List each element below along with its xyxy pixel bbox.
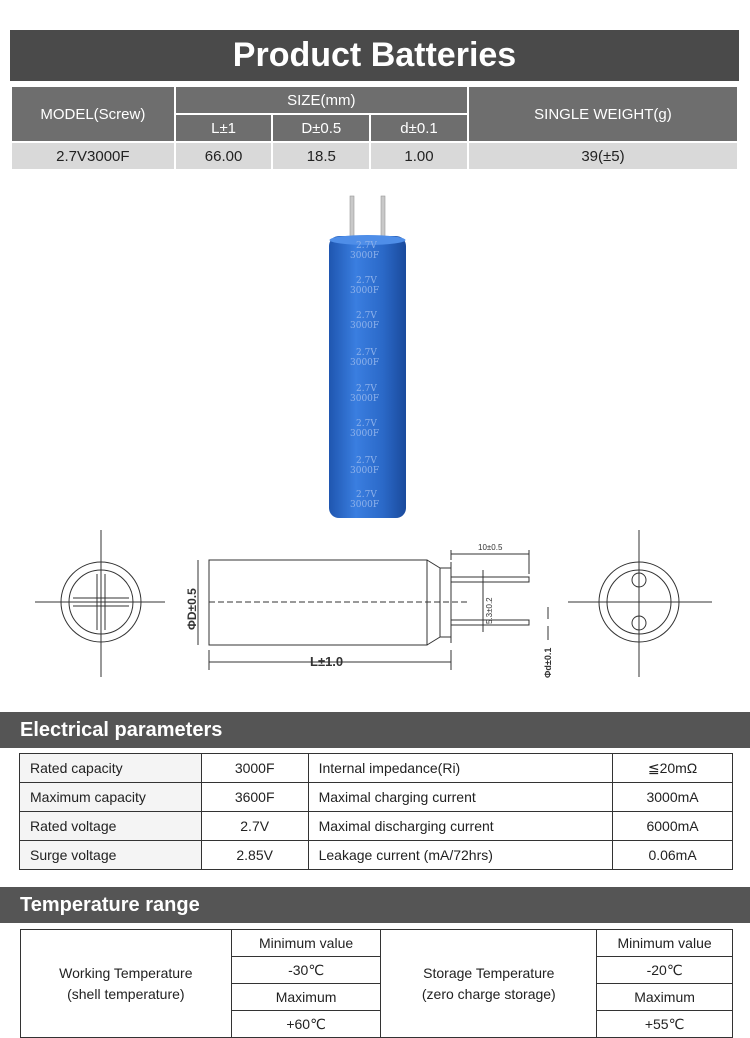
weight-value: 39(±5) xyxy=(468,142,738,170)
table-row xyxy=(20,812,733,841)
length-header: L±1 xyxy=(175,114,273,142)
svg-text:3000F: 3000F xyxy=(350,321,380,331)
model-header: MODEL(Screw) xyxy=(11,86,175,142)
storage-temp-line1: Storage Temperature xyxy=(423,964,555,981)
param-value-2: 6000mA xyxy=(613,812,733,841)
param-label-2: Internal impedance(Ri) xyxy=(308,754,613,783)
length-value: 66.00 xyxy=(175,142,273,170)
svg-text:2.7V: 2.7V xyxy=(356,456,377,466)
param-label: Rated capacity xyxy=(20,754,202,783)
storage-min-label: Minimum value xyxy=(597,930,733,957)
svg-text:3000F: 3000F xyxy=(350,500,380,510)
param-value: 2.85V xyxy=(201,841,308,870)
table-row xyxy=(20,783,733,812)
param-label: Surge voltage xyxy=(20,841,202,870)
electrical-table xyxy=(19,753,733,870)
temperature-heading: Temperature range xyxy=(0,887,750,923)
diameter-value: 18.5 xyxy=(272,142,370,170)
storage-max-label: Maximum xyxy=(597,984,733,1011)
storage-temp-line2: (zero charge storage) xyxy=(421,985,556,1002)
param-value-2: 0.06mA xyxy=(613,841,733,870)
dim-lead-diameter-label: Φd±0.1 xyxy=(543,647,553,678)
storage-min-value: -20℃ xyxy=(597,957,733,984)
table-row xyxy=(20,754,733,783)
svg-text:2.7V: 2.7V xyxy=(356,276,377,286)
svg-text:3000F: 3000F xyxy=(350,286,380,296)
svg-text:3000F: 3000F xyxy=(350,466,380,476)
lead-diameter-header: d±0.1 xyxy=(370,114,468,142)
param-label: Rated voltage xyxy=(20,812,202,841)
param-label-2: Maximal charging current xyxy=(308,783,613,812)
param-label-2: Leakage current (mA/72hrs) xyxy=(308,841,613,870)
param-label-2: Maximal discharging current xyxy=(308,812,613,841)
dim-diameter-label: ΦD±0.5 xyxy=(185,588,199,630)
page-title: Product Batteries xyxy=(10,30,739,81)
electrical-heading: Electrical parameters xyxy=(0,712,750,748)
storage-temp-label xyxy=(381,930,597,1038)
lead-diameter-value: 1.00 xyxy=(370,142,468,170)
dim-length-label: L±1.0 xyxy=(310,654,344,669)
working-max-value: +60℃ xyxy=(231,1011,381,1038)
svg-text:2.7V: 2.7V xyxy=(356,348,377,358)
model-value: 2.7V3000F xyxy=(11,142,175,170)
working-temp-line1: Working Temperature xyxy=(59,964,193,981)
param-value: 3600F xyxy=(201,783,308,812)
svg-text:2.7V: 2.7V xyxy=(356,384,377,394)
svg-text:3000F: 3000F xyxy=(350,251,380,261)
param-value: 2.7V xyxy=(201,812,308,841)
param-value-2: 3000mA xyxy=(613,783,733,812)
svg-text:2.7V: 2.7V xyxy=(356,490,377,500)
svg-text:2.7V: 2.7V xyxy=(356,241,377,251)
working-temp-line2: (shell temperature) xyxy=(67,985,185,1002)
working-temp-label xyxy=(21,930,232,1038)
diameter-header: D±0.5 xyxy=(272,114,370,142)
dim-lead-length-label: 10±0.5 xyxy=(478,543,503,552)
working-min-label: Minimum value xyxy=(231,930,381,957)
param-value-2: ≦20mΩ xyxy=(613,754,733,783)
param-label: Maximum capacity xyxy=(20,783,202,812)
svg-text:3000F: 3000F xyxy=(350,394,380,404)
dim-pitch-label: 5.3±0.2 xyxy=(485,597,494,624)
size-header: SIZE(mm) xyxy=(175,86,468,114)
dimension-drawing xyxy=(0,522,750,687)
param-value: 3000F xyxy=(201,754,308,783)
temperature-table xyxy=(20,929,733,1038)
svg-text:2.7V: 2.7V xyxy=(356,419,377,429)
working-max-label: Maximum xyxy=(231,984,381,1011)
weight-header: SINGLE WEIGHT(g) xyxy=(468,86,738,142)
working-min-value: -30℃ xyxy=(231,957,381,984)
table-row xyxy=(20,841,733,870)
svg-text:3000F: 3000F xyxy=(350,358,380,368)
svg-text:3000F: 3000F xyxy=(350,429,380,439)
svg-text:2.7V: 2.7V xyxy=(356,311,377,321)
size-spec-table xyxy=(10,85,739,171)
capacitor-photo xyxy=(0,188,750,528)
storage-max-value: +55℃ xyxy=(597,1011,733,1038)
